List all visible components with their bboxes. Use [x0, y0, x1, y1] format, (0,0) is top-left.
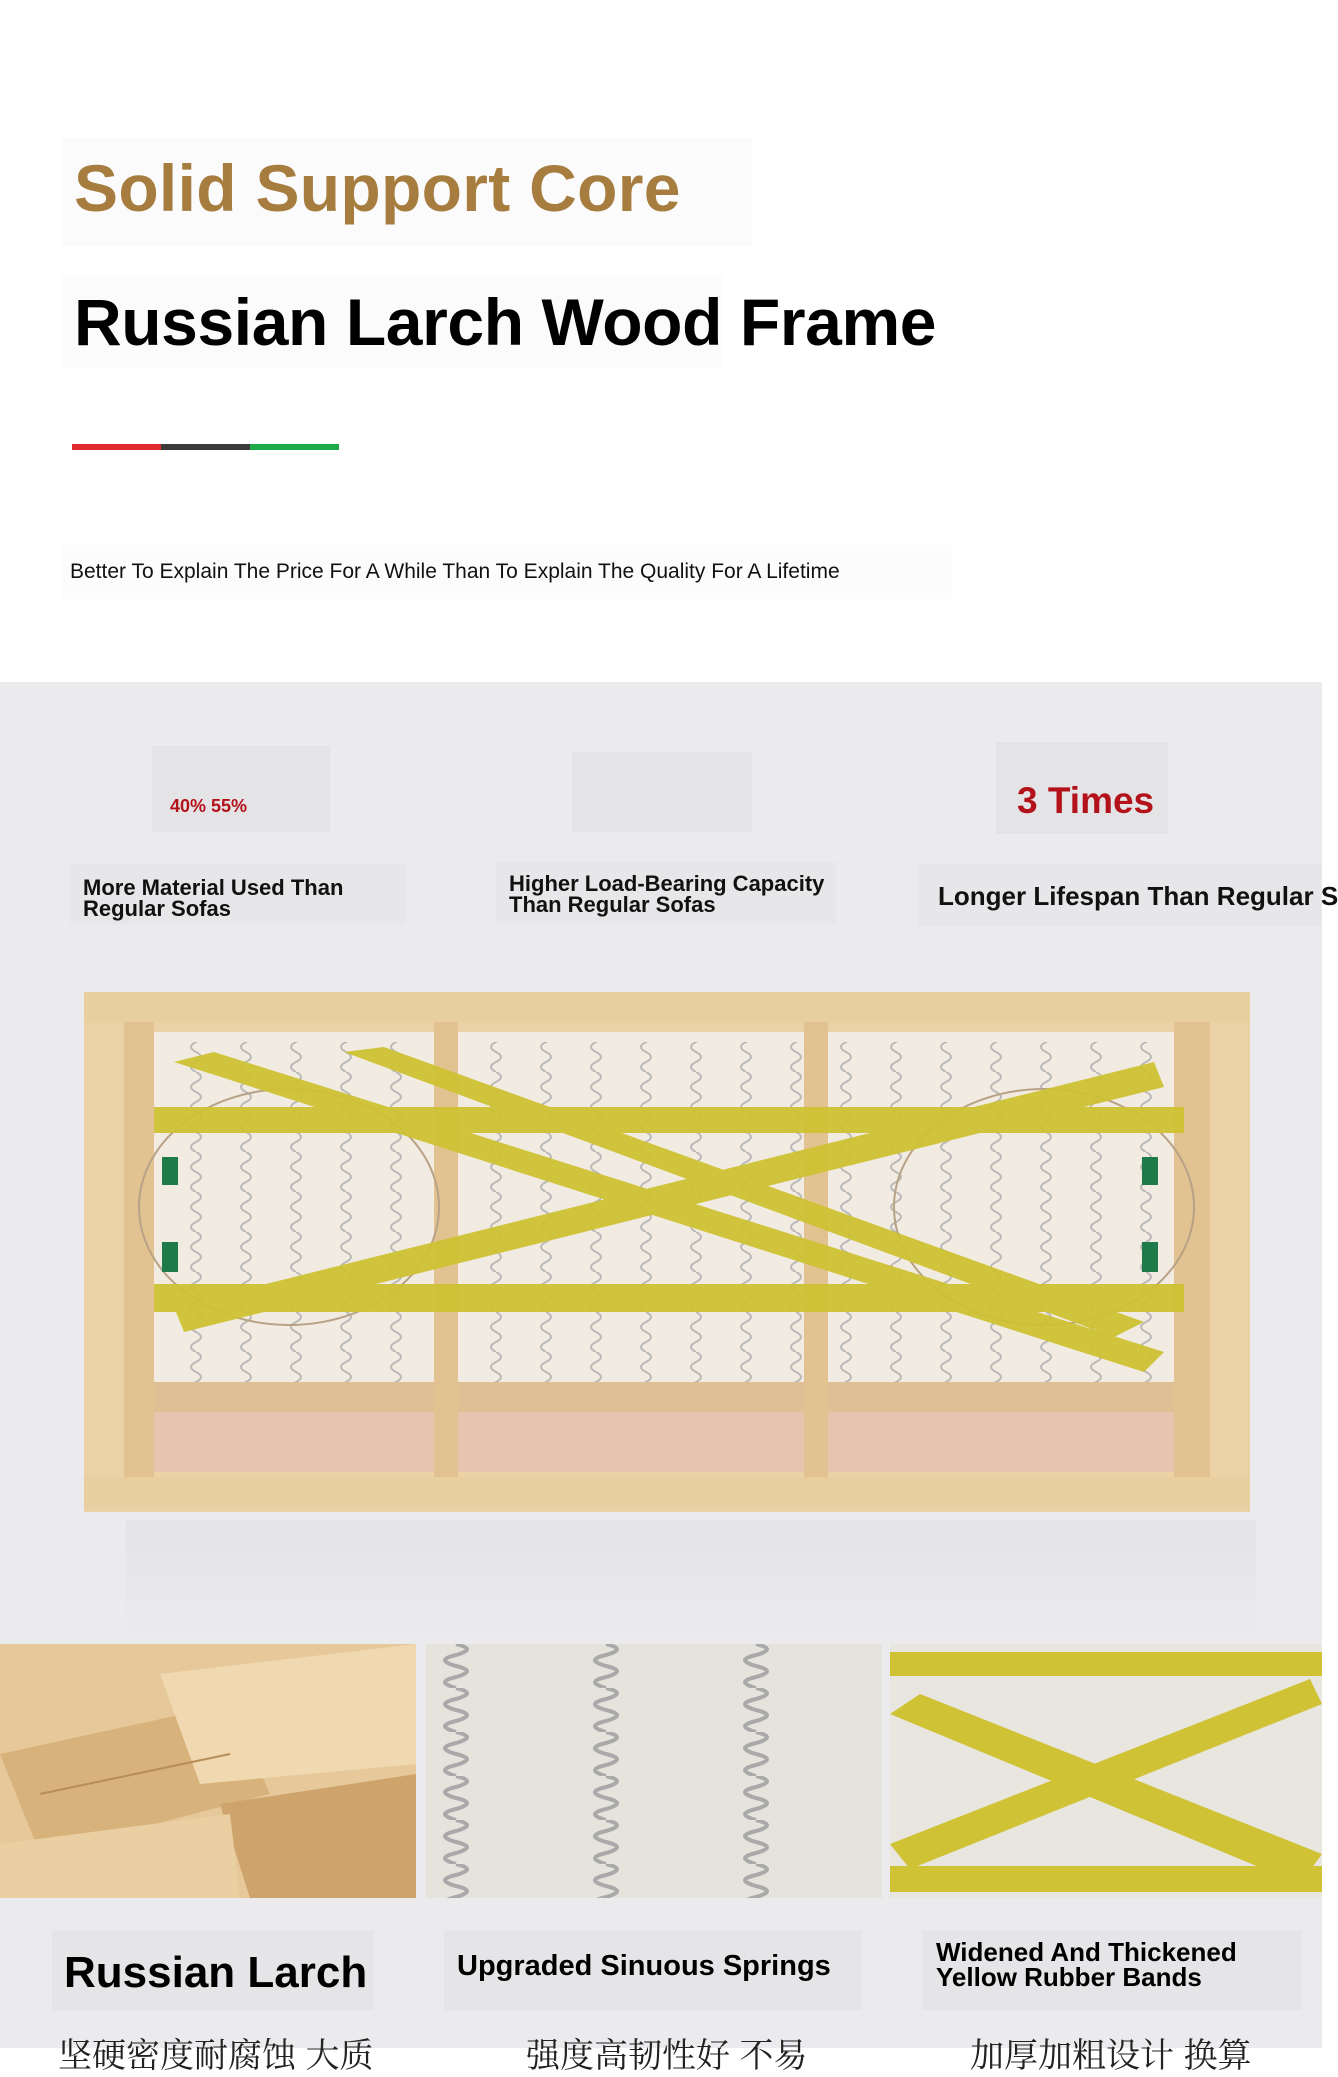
stat-label-1: More Material Used Than Regular Sofas [83, 875, 344, 921]
feature-subtitle-1: 坚硬密度耐腐蚀 大质 [58, 2037, 374, 2075]
sinuous-springs-image [426, 1644, 882, 1898]
stat-label-box-1 [70, 864, 406, 924]
feature-label-box-2 [444, 1930, 862, 2010]
sofa-frame-image [84, 992, 1250, 1516]
eyebrow-text: Solid Support Core [74, 151, 681, 225]
stat-label-3: Longer Lifespan Than Regular S [938, 881, 1338, 911]
frame-reflection [126, 1520, 1256, 1640]
larch-wood-image [0, 1644, 416, 1898]
eyebrow-banner [62, 138, 752, 246]
feature-label-box-1 [52, 1930, 374, 2010]
intro-section [0, 0, 1322, 682]
rubber-bands-image [890, 1644, 1322, 1898]
feature-title-3: Widened And Thickened Yellow Rubber Bands [936, 1937, 1237, 1992]
stat-value-box-1 [152, 746, 330, 832]
feature-title-2: Upgraded Sinuous Springs [457, 1950, 831, 1982]
stat-value-1: 40% 55% [170, 796, 248, 816]
stat-label-box-2 [496, 862, 836, 924]
tricolor-divider [72, 444, 339, 450]
page-title: Russian Larch Wood Frame [74, 285, 937, 359]
stat-label-box-3 [918, 864, 1338, 926]
feature-title-1: Russian Larch [64, 1948, 368, 1997]
feature-subtitle-2: 强度高韧性好 不易 [526, 2037, 808, 2075]
stat-value-box-2 [572, 752, 752, 832]
feature-label-box-3 [922, 1930, 1302, 2010]
stat-value-3: 3 Times [1017, 780, 1155, 821]
page-title-banner [62, 276, 937, 368]
tagline-text: Better To Explain The Price For A While Than To Explain The Quality For A Lifetime [70, 560, 840, 583]
stat-label-2: Higher Load-Bearing Capacity Than Regular Sofas [509, 871, 825, 917]
divider-dark-segment [161, 444, 250, 450]
tagline-banner [62, 545, 952, 599]
divider-green-segment [250, 444, 339, 450]
feature-subtitle-3: 加厚加粗设计 换算 [970, 2037, 1252, 2075]
divider-red-segment [72, 444, 161, 450]
